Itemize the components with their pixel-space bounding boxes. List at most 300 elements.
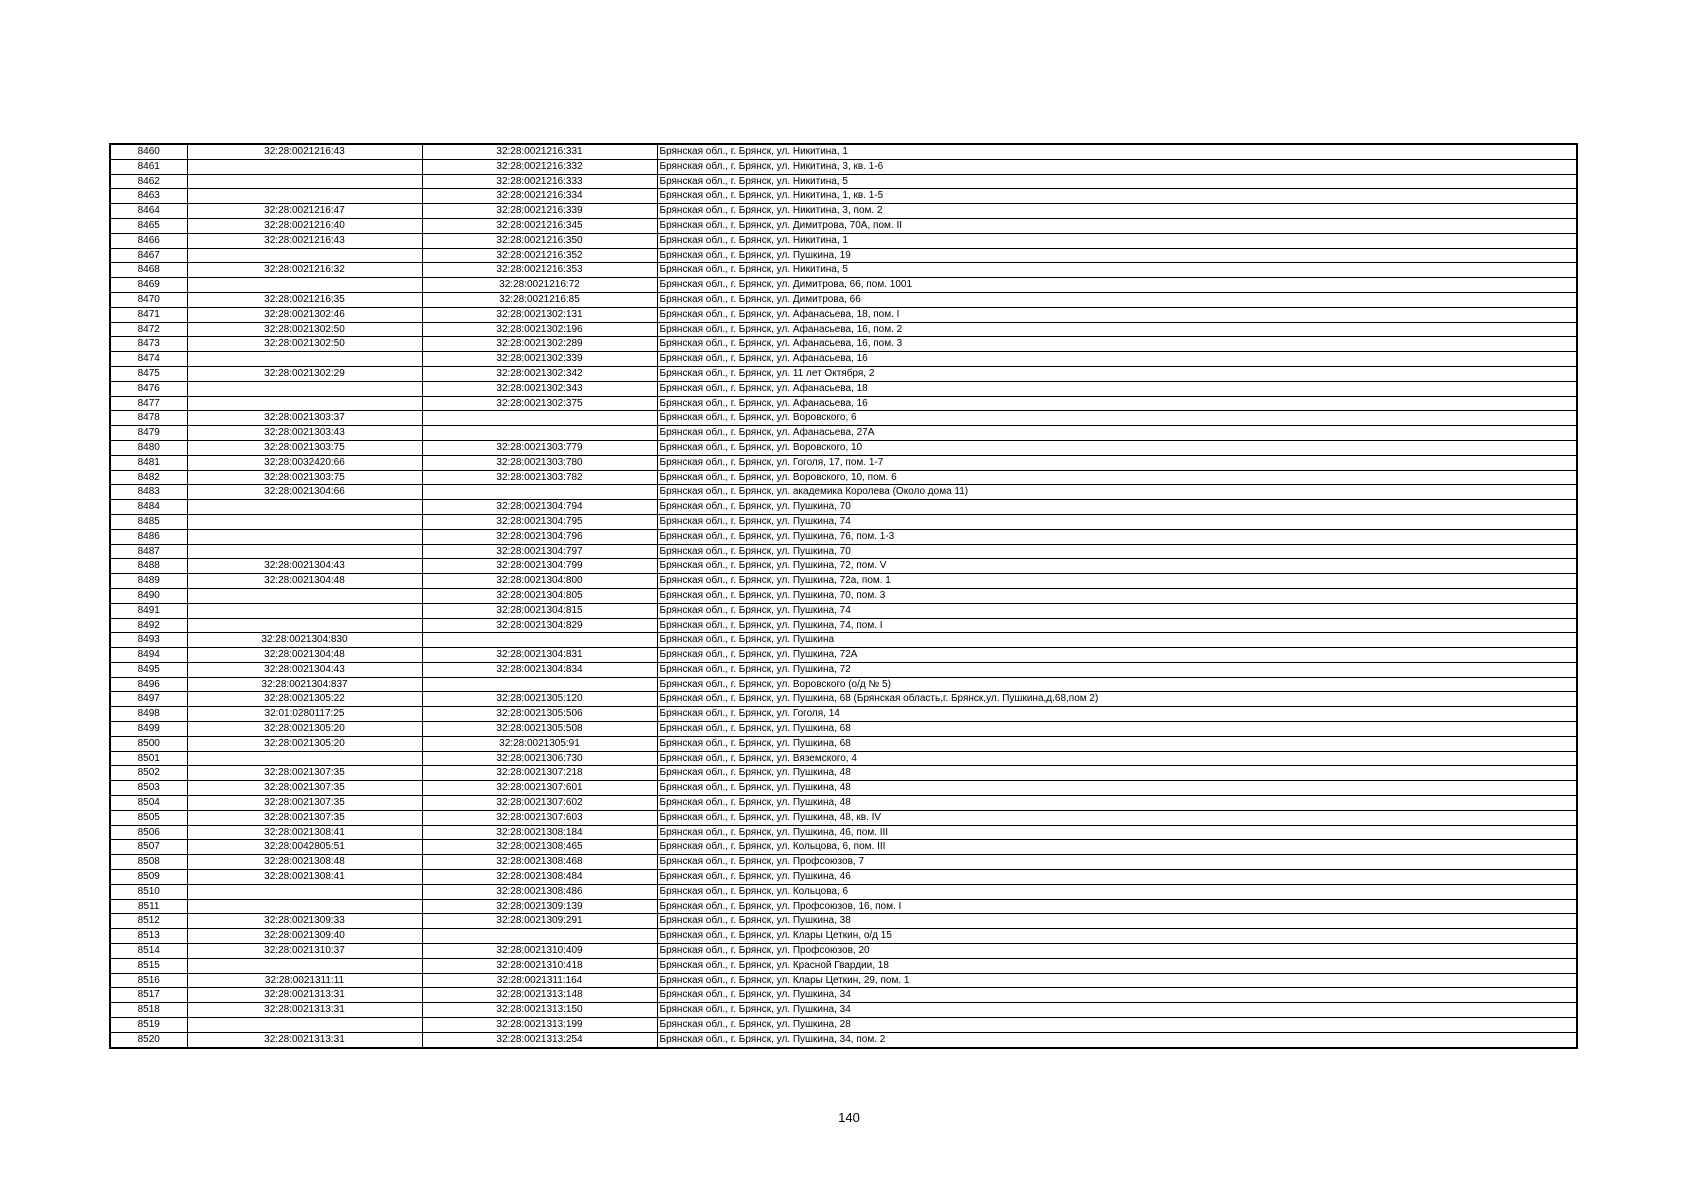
parcel-number-cell [187, 159, 422, 174]
object-number-cell: 32:28:0021216:350 [422, 233, 657, 248]
object-number-cell [422, 426, 657, 441]
address-cell: Брянская обл., г. Брянск, ул. Никитина, 1 [657, 144, 1577, 159]
parcel-number-cell [187, 544, 422, 559]
object-number-cell: 32:28:0021313:150 [422, 1003, 657, 1018]
parcel-number-cell: 32:28:0021304:66 [187, 485, 422, 500]
row-number-cell: 8509 [110, 870, 187, 885]
object-number-cell: 32:28:0021308:484 [422, 870, 657, 885]
parcel-number-cell: 32:28:0021313:31 [187, 1003, 422, 1018]
parcel-number-cell [187, 958, 422, 973]
table-row [110, 248, 1577, 263]
address-cell: Брянская обл., г. Брянск, ул. Гоголя, 14 [657, 707, 1577, 722]
table-row [110, 529, 1577, 544]
address-cell: Брянская обл., г. Брянск, ул. Воровского, 10 [657, 440, 1577, 455]
table-row [110, 944, 1577, 959]
table-row [110, 440, 1577, 455]
row-number-cell: 8488 [110, 559, 187, 574]
row-number-cell: 8474 [110, 352, 187, 367]
row-number-cell: 8481 [110, 455, 187, 470]
table-row [110, 174, 1577, 189]
parcel-number-cell: 32:28:0021303:75 [187, 470, 422, 485]
address-cell: Брянская обл., г. Брянск, ул. Пушкина, 48 [657, 796, 1577, 811]
row-number-cell: 8506 [110, 825, 187, 840]
parcel-number-cell: 32:28:0021304:43 [187, 662, 422, 677]
address-cell: Брянская обл., г. Брянск, ул. Вяземского, 4 [657, 751, 1577, 766]
address-cell: Брянская обл., г. Брянск, ул. Клары Цеткин, о/д 15 [657, 929, 1577, 944]
object-number-cell: 32:28:0021305:506 [422, 707, 657, 722]
object-number-cell: 32:28:0021310:418 [422, 958, 657, 973]
table-row [110, 766, 1577, 781]
row-number-cell: 8513 [110, 929, 187, 944]
parcel-number-cell [187, 899, 422, 914]
address-cell: Брянская обл., г. Брянск, ул. Клары Цеткин, 29, пом. 1 [657, 973, 1577, 988]
row-number-cell: 8461 [110, 159, 187, 174]
parcel-number-cell [187, 189, 422, 204]
parcel-number-cell: 32:28:0021307:35 [187, 766, 422, 781]
parcel-number-cell: 32:28:0021303:43 [187, 426, 422, 441]
object-number-cell: 32:28:0021304:800 [422, 574, 657, 589]
object-number-cell: 32:28:0021216:339 [422, 204, 657, 219]
address-cell: Брянская обл., г. Брянск, ул. Пушкина, 70 [657, 544, 1577, 559]
table-row [110, 455, 1577, 470]
address-cell: Брянская обл., г. Брянск, ул. Афанасьева, 16 [657, 352, 1577, 367]
parcel-number-cell [187, 1018, 422, 1033]
object-number-cell: 32:28:0021313:254 [422, 1032, 657, 1047]
parcel-number-cell [187, 278, 422, 293]
object-number-cell: 32:28:0021304:795 [422, 514, 657, 529]
table-row [110, 559, 1577, 574]
table-row [110, 914, 1577, 929]
parcel-number-cell: 32:28:0021216:40 [187, 218, 422, 233]
row-number-cell: 8464 [110, 204, 187, 219]
parcel-number-cell [187, 174, 422, 189]
table-row [110, 574, 1577, 589]
row-number-cell: 8465 [110, 218, 187, 233]
table-row [110, 855, 1577, 870]
object-number-cell: 32:28:0021303:779 [422, 440, 657, 455]
address-cell: Брянская обл., г. Брянск, ул. Афанасьева, 18, пом. I [657, 307, 1577, 322]
table-row [110, 233, 1577, 248]
table-row [110, 677, 1577, 692]
address-cell: Брянская обл., г. Брянск, ул. академика Королева (Около дома 11) [657, 485, 1577, 500]
table-row [110, 218, 1577, 233]
address-cell: Брянская обл., г. Брянск, ул. Пушкина, 48, кв. IV [657, 810, 1577, 825]
object-number-cell: 32:28:0021307:603 [422, 810, 657, 825]
row-number-cell: 8462 [110, 174, 187, 189]
address-cell: Брянская обл., г. Брянск, ул. Пушкина, 68 [657, 736, 1577, 751]
object-number-cell: 32:28:0021304:805 [422, 588, 657, 603]
table-row [110, 500, 1577, 515]
parcel-number-cell: 32:28:0021304:830 [187, 633, 422, 648]
row-number-cell: 8519 [110, 1018, 187, 1033]
parcel-number-cell: 32:28:0021302:46 [187, 307, 422, 322]
table-row [110, 751, 1577, 766]
row-number-cell: 8489 [110, 574, 187, 589]
object-number-cell: 32:28:0021307:218 [422, 766, 657, 781]
object-number-cell: 32:28:0021305:120 [422, 692, 657, 707]
address-cell: Брянская обл., г. Брянск, ул. Никитина, 3, кв. 1-6 [657, 159, 1577, 174]
address-cell: Брянская обл., г. Брянск, ул. Никитина, 3, пом. 2 [657, 204, 1577, 219]
address-cell: Брянская обл., г. Брянск, ул. Пушкина, 70, пом. 3 [657, 588, 1577, 603]
row-number-cell: 8467 [110, 248, 187, 263]
row-number-cell: 8493 [110, 633, 187, 648]
address-cell: Брянская обл., г. Брянск, ул. Профсоюзов, 16, пом. I [657, 899, 1577, 914]
row-number-cell: 8460 [110, 144, 187, 159]
object-number-cell: 32:28:0021302:375 [422, 396, 657, 411]
object-number-cell: 32:28:0021310:409 [422, 944, 657, 959]
row-number-cell: 8518 [110, 1003, 187, 1018]
address-cell: Брянская обл., г. Брянск, ул. Пушкина [657, 633, 1577, 648]
table-row [110, 1032, 1577, 1047]
object-number-cell: 32:28:0021306:730 [422, 751, 657, 766]
object-number-cell: 32:28:0021304:834 [422, 662, 657, 677]
object-number-cell: 32:28:0021302:339 [422, 352, 657, 367]
table-row [110, 899, 1577, 914]
row-number-cell: 8504 [110, 796, 187, 811]
address-cell: Брянская обл., г. Брянск, ул. Пушкина, 19 [657, 248, 1577, 263]
address-cell: Брянская обл., г. Брянск, ул. Никитина, 5 [657, 174, 1577, 189]
row-number-cell: 8469 [110, 278, 187, 293]
address-cell: Брянская обл., г. Брянск, ул. Пушкина, 68 (Брянская область,г. Брянск,ул. Пушкина,д.68,пом 2) [657, 692, 1577, 707]
row-number-cell: 8466 [110, 233, 187, 248]
object-number-cell [422, 485, 657, 500]
row-number-cell: 8472 [110, 322, 187, 337]
object-number-cell: 32:28:0021216:333 [422, 174, 657, 189]
row-number-cell: 8483 [110, 485, 187, 500]
parcel-number-cell: 32:28:0021311:11 [187, 973, 422, 988]
parcel-number-cell: 32:28:0021305:20 [187, 736, 422, 751]
parcel-number-cell [187, 751, 422, 766]
address-cell: Брянская обл., г. Брянск, ул. Афанасьева, 18 [657, 381, 1577, 396]
address-cell: Брянская обл., г. Брянск, ул. Афанасьева, 27А [657, 426, 1577, 441]
address-cell: Брянская обл., г. Брянск, ул. Пушкина, 46 [657, 870, 1577, 885]
object-number-cell: 32:28:0021304:794 [422, 500, 657, 515]
parcel-number-cell: 32:28:0021302:50 [187, 322, 422, 337]
table-row [110, 736, 1577, 751]
row-number-cell: 8514 [110, 944, 187, 959]
parcel-number-cell: 32:28:0021305:20 [187, 722, 422, 737]
row-number-cell: 8512 [110, 914, 187, 929]
parcel-number-cell: 32:28:0021302:50 [187, 337, 422, 352]
row-number-cell: 8508 [110, 855, 187, 870]
parcel-number-cell [187, 396, 422, 411]
table-row [110, 796, 1577, 811]
row-number-cell: 8478 [110, 411, 187, 426]
table-row [110, 1018, 1577, 1033]
parcel-number-cell [187, 500, 422, 515]
object-number-cell: 32:28:0021304:799 [422, 559, 657, 574]
row-number-cell: 8501 [110, 751, 187, 766]
object-number-cell: 32:28:0021303:780 [422, 455, 657, 470]
object-number-cell: 32:28:0021309:291 [422, 914, 657, 929]
table-row [110, 973, 1577, 988]
object-number-cell: 32:28:0021302:343 [422, 381, 657, 396]
object-number-cell: 32:28:0021302:196 [422, 322, 657, 337]
row-number-cell: 8516 [110, 973, 187, 988]
parcel-number-cell [187, 514, 422, 529]
cadastral-table [109, 143, 1578, 1049]
address-cell: Брянская обл., г. Брянск, ул. Пушкина, 28 [657, 1018, 1577, 1033]
address-cell: Брянская обл., г. Брянск, ул. Димитрова, 66 [657, 292, 1577, 307]
parcel-number-cell: 32:28:0021307:35 [187, 796, 422, 811]
table-row [110, 470, 1577, 485]
table-row [110, 396, 1577, 411]
table-row [110, 307, 1577, 322]
parcel-number-cell: 32:28:0032420:66 [187, 455, 422, 470]
row-number-cell: 8491 [110, 603, 187, 618]
address-cell: Брянская обл., г. Брянск, ул. Кольцова, 6, пом. III [657, 840, 1577, 855]
row-number-cell: 8499 [110, 722, 187, 737]
parcel-number-cell [187, 352, 422, 367]
parcel-number-cell: 32:28:0021308:48 [187, 855, 422, 870]
parcel-number-cell: 32:28:0021308:41 [187, 870, 422, 885]
table-row [110, 707, 1577, 722]
row-number-cell: 8498 [110, 707, 187, 722]
object-number-cell: 32:28:0021311:164 [422, 973, 657, 988]
address-cell: Брянская обл., г. Брянск, ул. Пушкина, 72а, пом. 1 [657, 574, 1577, 589]
address-cell: Брянская обл., г. Брянск, ул. Пушкина, 72А [657, 648, 1577, 663]
parcel-number-cell: 32:28:0021216:43 [187, 233, 422, 248]
table-row [110, 588, 1577, 603]
table-row [110, 189, 1577, 204]
table-row [110, 411, 1577, 426]
table-row [110, 692, 1577, 707]
table-row [110, 722, 1577, 737]
object-number-cell: 32:28:0021308:486 [422, 884, 657, 899]
address-cell: Брянская обл., г. Брянск, ул. Пушкина, 74, пом. I [657, 618, 1577, 633]
table-row [110, 1003, 1577, 1018]
object-number-cell [422, 929, 657, 944]
parcel-number-cell: 32:28:0021303:75 [187, 440, 422, 455]
table-row [110, 618, 1577, 633]
object-number-cell: 32:28:0021305:508 [422, 722, 657, 737]
object-number-cell [422, 677, 657, 692]
object-number-cell: 32:28:0021216:345 [422, 218, 657, 233]
object-number-cell: 32:28:0021308:468 [422, 855, 657, 870]
parcel-number-cell: 32:28:0021307:35 [187, 781, 422, 796]
table-row [110, 988, 1577, 1003]
row-number-cell: 8484 [110, 500, 187, 515]
address-cell: Брянская обл., г. Брянск, ул. Пушкина, 74 [657, 603, 1577, 618]
parcel-number-cell: 32:28:0021302:29 [187, 366, 422, 381]
table-row [110, 278, 1577, 293]
table-row [110, 825, 1577, 840]
address-cell: Брянская обл., г. Брянск, ул. Афанасьева, 16, пом. 2 [657, 322, 1577, 337]
address-cell: Брянская обл., г. Брянск, ул. Гоголя, 17, пом. 1-7 [657, 455, 1577, 470]
table-row [110, 426, 1577, 441]
address-cell: Брянская обл., г. Брянск, ул. Пушкина, 76, пом. 1-3 [657, 529, 1577, 544]
row-number-cell: 8486 [110, 529, 187, 544]
table-row [110, 514, 1577, 529]
parcel-number-cell [187, 381, 422, 396]
address-cell: Брянская обл., г. Брянск, ул. Пушкина, 72, пом. V [657, 559, 1577, 574]
parcel-number-cell: 32:28:0021304:43 [187, 559, 422, 574]
object-number-cell: 32:28:0021216:85 [422, 292, 657, 307]
object-number-cell: 32:28:0021308:184 [422, 825, 657, 840]
table-row [110, 958, 1577, 973]
object-number-cell: 32:28:0021309:139 [422, 899, 657, 914]
table-row [110, 159, 1577, 174]
parcel-number-cell [187, 248, 422, 263]
parcel-number-cell: 32:28:0021307:35 [187, 810, 422, 825]
parcel-number-cell [187, 618, 422, 633]
object-number-cell: 32:28:0021216:331 [422, 144, 657, 159]
parcel-number-cell: 32:28:0021216:43 [187, 144, 422, 159]
address-cell: Брянская обл., г. Брянск, ул. Пушкина, 46, пом. III [657, 825, 1577, 840]
row-number-cell: 8475 [110, 366, 187, 381]
object-number-cell: 32:28:0021307:602 [422, 796, 657, 811]
object-number-cell: 32:28:0021313:199 [422, 1018, 657, 1033]
row-number-cell: 8517 [110, 988, 187, 1003]
object-number-cell [422, 633, 657, 648]
object-number-cell: 32:28:0021305:91 [422, 736, 657, 751]
parcel-number-cell: 32:28:0021216:47 [187, 204, 422, 219]
parcel-number-cell: 32:28:0021304:48 [187, 574, 422, 589]
row-number-cell: 8482 [110, 470, 187, 485]
row-number-cell: 8479 [110, 426, 187, 441]
table-row [110, 322, 1577, 337]
parcel-number-cell [187, 603, 422, 618]
address-cell: Брянская обл., г. Брянск, ул. Кольцова, 6 [657, 884, 1577, 899]
row-number-cell: 8503 [110, 781, 187, 796]
address-cell: Брянская обл., г. Брянск, ул. 11 лет Октября, 2 [657, 366, 1577, 381]
parcel-number-cell: 32:28:0021216:35 [187, 292, 422, 307]
address-cell: Брянская обл., г. Брянск, ул. Димитрова, 66, пом. 1001 [657, 278, 1577, 293]
address-cell: Брянская обл., г. Брянск, ул. Воровского, 10, пом. 6 [657, 470, 1577, 485]
object-number-cell: 32:28:0021216:334 [422, 189, 657, 204]
table-row [110, 781, 1577, 796]
parcel-number-cell: 32:28:0021308:41 [187, 825, 422, 840]
address-cell: Брянская обл., г. Брянск, ул. Афанасьева, 16, пом. 3 [657, 337, 1577, 352]
row-number-cell: 8492 [110, 618, 187, 633]
object-number-cell: 32:28:0021307:601 [422, 781, 657, 796]
parcel-number-cell: 32:01:0280117:25 [187, 707, 422, 722]
address-cell: Брянская обл., г. Брянск, ул. Пушкина, 48 [657, 766, 1577, 781]
object-number-cell: 32:28:0021303:782 [422, 470, 657, 485]
row-number-cell: 8496 [110, 677, 187, 692]
object-number-cell [422, 411, 657, 426]
parcel-number-cell: 32:28:0021309:40 [187, 929, 422, 944]
object-number-cell: 32:28:0021304:796 [422, 529, 657, 544]
parcel-number-cell: 32:28:0021304:48 [187, 648, 422, 663]
table-row [110, 366, 1577, 381]
object-number-cell: 32:28:0021304:831 [422, 648, 657, 663]
row-number-cell: 8487 [110, 544, 187, 559]
address-cell: Брянская обл., г. Брянск, ул. Пушкина, 74 [657, 514, 1577, 529]
row-number-cell: 8497 [110, 692, 187, 707]
address-cell: Брянская обл., г. Брянск, ул. Профсоюзов, 7 [657, 855, 1577, 870]
table-row [110, 144, 1577, 159]
table-row [110, 544, 1577, 559]
row-number-cell: 8505 [110, 810, 187, 825]
address-cell: Брянская обл., г. Брянск, ул. Пушкина, 34, пом. 2 [657, 1032, 1577, 1047]
object-number-cell: 32:28:0021304:797 [422, 544, 657, 559]
row-number-cell: 8510 [110, 884, 187, 899]
table-row [110, 929, 1577, 944]
table-row [110, 648, 1577, 663]
address-cell: Брянская обл., г. Брянск, ул. Воровского, 6 [657, 411, 1577, 426]
table-row [110, 884, 1577, 899]
object-number-cell: 32:28:0021304:815 [422, 603, 657, 618]
address-cell: Брянская обл., г. Брянск, ул. Димитрова, 70А, пом. II [657, 218, 1577, 233]
page-number: 140 [838, 1110, 860, 1125]
row-number-cell: 8490 [110, 588, 187, 603]
object-number-cell: 32:28:0021216:332 [422, 159, 657, 174]
address-cell: Брянская обл., г. Брянск, ул. Пушкина, 70 [657, 500, 1577, 515]
parcel-number-cell [187, 529, 422, 544]
table-row [110, 485, 1577, 500]
row-number-cell: 8480 [110, 440, 187, 455]
table-row [110, 840, 1577, 855]
table-row [110, 603, 1577, 618]
parcel-number-cell [187, 884, 422, 899]
address-cell: Брянская обл., г. Брянск, ул. Никитина, 1 [657, 233, 1577, 248]
parcel-number-cell: 32:28:0021309:33 [187, 914, 422, 929]
table-row [110, 662, 1577, 677]
row-number-cell: 8463 [110, 189, 187, 204]
row-number-cell: 8511 [110, 899, 187, 914]
table-row [110, 337, 1577, 352]
object-number-cell: 32:28:0021308:465 [422, 840, 657, 855]
object-number-cell: 32:28:0021302:342 [422, 366, 657, 381]
address-cell: Брянская обл., г. Брянск, ул. Пушкина, 34 [657, 1003, 1577, 1018]
row-number-cell: 8471 [110, 307, 187, 322]
object-number-cell: 32:28:0021302:131 [422, 307, 657, 322]
parcel-number-cell: 32:28:0021303:37 [187, 411, 422, 426]
object-number-cell: 32:28:0021304:829 [422, 618, 657, 633]
table-body [110, 144, 1577, 1048]
address-cell: Брянская обл., г. Брянск, ул. Пушкина, 72 [657, 662, 1577, 677]
row-number-cell: 8495 [110, 662, 187, 677]
object-number-cell: 32:28:0021216:72 [422, 278, 657, 293]
table-row [110, 292, 1577, 307]
object-number-cell: 32:28:0021216:352 [422, 248, 657, 263]
address-cell: Брянская обл., г. Брянск, ул. Афанасьева, 16 [657, 396, 1577, 411]
object-number-cell: 32:28:0021216:353 [422, 263, 657, 278]
address-cell: Брянская обл., г. Брянск, ул. Красной Гвардии, 18 [657, 958, 1577, 973]
row-number-cell: 8470 [110, 292, 187, 307]
address-cell: Брянская обл., г. Брянск, ул. Пушкина, 38 [657, 914, 1577, 929]
address-cell: Брянская обл., г. Брянск, ул. Никитина, 5 [657, 263, 1577, 278]
object-number-cell: 32:28:0021313:148 [422, 988, 657, 1003]
row-number-cell: 8500 [110, 736, 187, 751]
parcel-number-cell: 32:28:0021305:22 [187, 692, 422, 707]
row-number-cell: 8477 [110, 396, 187, 411]
table-row [110, 263, 1577, 278]
address-cell: Брянская обл., г. Брянск, ул. Пушкина, 68 [657, 722, 1577, 737]
row-number-cell: 8485 [110, 514, 187, 529]
row-number-cell: 8520 [110, 1032, 187, 1047]
table-row [110, 633, 1577, 648]
table-row [110, 204, 1577, 219]
parcel-number-cell: 32:28:0021313:31 [187, 988, 422, 1003]
address-cell: Брянская обл., г. Брянск, ул. Пушкина, 34 [657, 988, 1577, 1003]
parcel-number-cell [187, 588, 422, 603]
table-row [110, 381, 1577, 396]
row-number-cell: 8502 [110, 766, 187, 781]
row-number-cell: 8468 [110, 263, 187, 278]
row-number-cell: 8494 [110, 648, 187, 663]
address-cell: Брянская обл., г. Брянск, ул. Пушкина, 48 [657, 781, 1577, 796]
row-number-cell: 8476 [110, 381, 187, 396]
table-row [110, 352, 1577, 367]
table-row [110, 810, 1577, 825]
row-number-cell: 8507 [110, 840, 187, 855]
row-number-cell: 8515 [110, 958, 187, 973]
parcel-number-cell: 32:28:0021216:32 [187, 263, 422, 278]
address-cell: Брянская обл., г. Брянск, ул. Никитина, 1, кв. 1-5 [657, 189, 1577, 204]
object-number-cell: 32:28:0021302:289 [422, 337, 657, 352]
